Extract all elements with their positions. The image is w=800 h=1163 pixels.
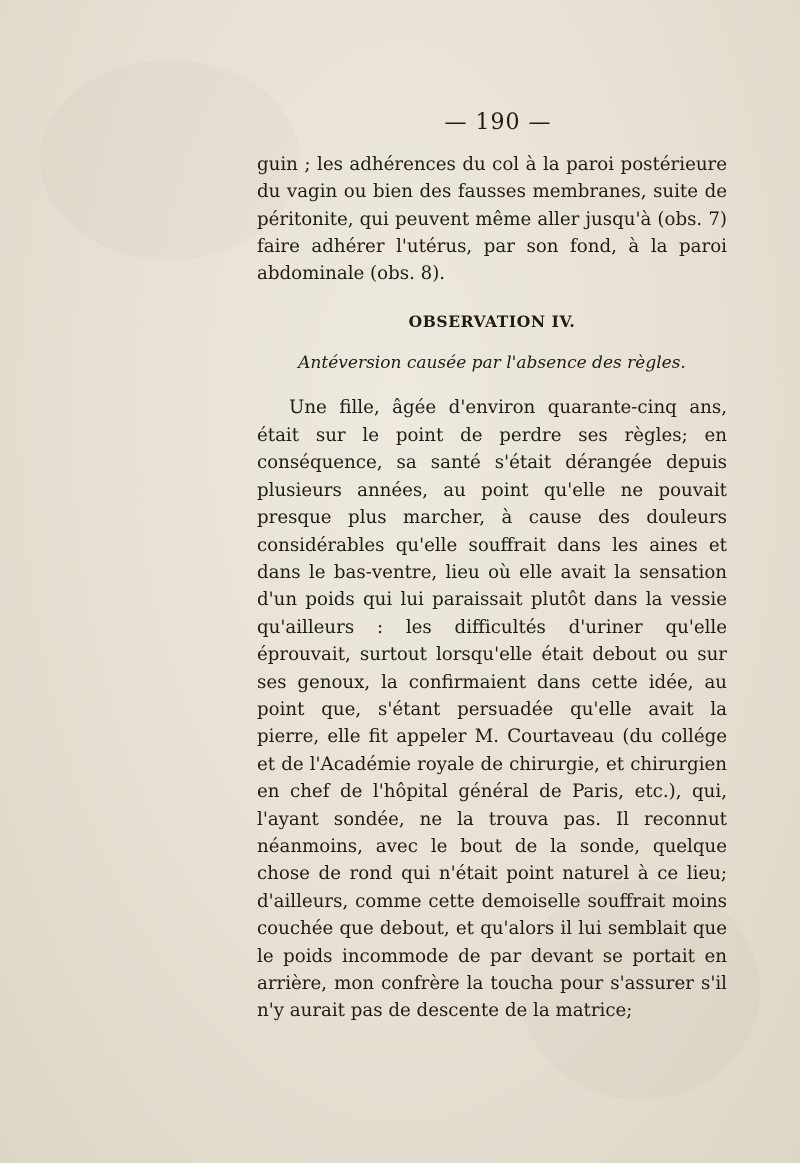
observation-body: Une fille, âgée d'environ quarante-cinq ans, était sur le point de perdre ses règles; en conséquence, sa santé s'était dérangée depuis plusieurs années, au point qu'elle ne pouvait presque plus marcher, à cause des douleurs considérables qu'elle souffrait dans les aines et dans le bas-ventre, lieu où elle avait la sensation d'un poids qui lui paraissait plutôt dans la vessie qu'ailleurs : les difficultés d'uriner qu'elle éprouvait, surtout lorsqu'elle était debout ou sur ses genoux, la confirmaient dans cette idée, au point que, s'étant persuadée qu'elle avait la pierre, elle fit appeler M. Courtaveau (du collége et de l'Académie royale de chirurgie, et chirurgien en chef de l'hôpital général de Paris, etc.), qui, l'ayant sondée, ne la trouva pas. Il reconnut néanmoins, avec le bout de la sonde, quelque chose de rond qui n'était point naturel à ce lieu; d'ailleurs, comme cette demoiselle souffrait moins couchée que debout, et qu'alors il lui semblait que le poids incommode de par devant se portait en arrière, mon confrère la toucha pour s'assurer s'il n'y aurait pas de descente de la matrice;	[257, 397, 727, 1022]
page-number: — 190 —	[444, 110, 552, 135]
text-block	[257, 110, 727, 1025]
observation-title: Antéversion causée par l'absence des règles.	[298, 353, 686, 374]
continuation-paragraph: guin ; les adhérences du col à la paroi postérieure du vagin ou bien des fausses membranes, suite de péritonite, qui peuvent même aller jusqu'à (obs. 7) faire adhérer l'utérus, par son fond, à la paroi abdominale (obs. 8).	[257, 154, 727, 285]
observation-heading: OBSERVATION IV.	[408, 312, 576, 332]
